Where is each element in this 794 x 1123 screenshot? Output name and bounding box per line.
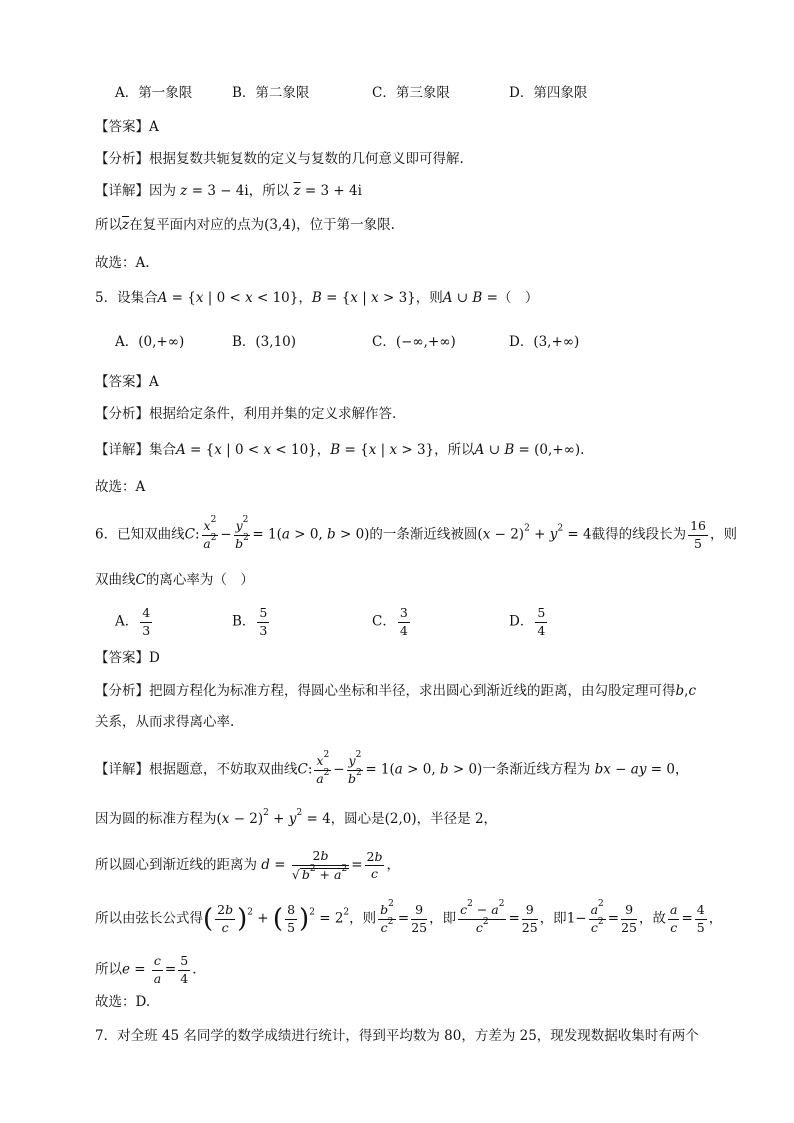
q6-analysis-1: 【分析】把圆方程化为标准方程，得圆心坐标和半径，求出圆心到渐近线的距离，由勾股定理可得b,c xyxy=(95,683,697,699)
q6-detail-5: 所以e = $\frac{c}{a}$ = $\frac{5}{4}$ . xyxy=(95,953,197,986)
q4-conclusion: 所以$\overline{z}$在复平面内对应的点为(3,4)，位于第一象限. xyxy=(95,217,395,233)
option-d: D．第四象限 xyxy=(509,85,588,101)
q5-option-d: D．(3,+∞) xyxy=(509,334,580,350)
q6-option-a: A． $\frac{4}{3}$ xyxy=(115,605,151,638)
q5-stem: 5．设集合A = {x | 0 < x < 10}，B = {x | x > 3}，则A ∪ B =（ ） xyxy=(95,290,539,306)
q4-analysis: 【分析】根据复数共轭复数的定义与复数的几何意义即可得解. xyxy=(95,151,464,167)
q6-option-d: D． $\frac{5}{4}$ xyxy=(509,605,546,638)
q6-option-b: B． $\frac{5}{3}$ xyxy=(232,605,268,638)
q6-stem-line2: 双曲线C的离心率为（ ） xyxy=(95,572,254,588)
q6-option-c: C． $\frac{3}{4}$ xyxy=(372,605,408,638)
q5-option-c: C．(−∞,+∞) xyxy=(372,334,456,350)
q5-answer: 【答案】A xyxy=(95,374,159,390)
q6-detail-1: 【详解】根据题意，不妨取双曲线C: $\frac{x^2}{a^2}$ − $\frac{y^2}{b^2}$ = 1(a > 0, b > 0)一条渐近线方程为 bx − ay = 0， xyxy=(95,750,689,786)
q5-option-b: B．(3,10) xyxy=(232,334,297,350)
q4-choose: 故选：A. xyxy=(95,255,150,271)
option-a: A．第一象限 xyxy=(115,85,193,101)
option-b: B．第二象限 xyxy=(232,85,310,101)
q5-analysis: 【分析】根据给定条件，利用并集的定义求解作答. xyxy=(95,406,397,422)
q6-analysis-2: 关系，从而求得离心率. xyxy=(95,714,235,730)
q5-option-a: A．(0,+∞) xyxy=(115,334,185,350)
q6-stem: 6．已知双曲线C: $\frac{x^2}{a^2}$ − $\frac{y^2}{b^2}$ = 1(a > 0, b > 0)的一条渐近线被圆$(x - 2)^2 + y^2 = 4$截得的线段长为 $\frac{16}{5}$ ，则 xyxy=(95,515,737,551)
option-c: C．第三象限 xyxy=(372,85,450,101)
q6-detail-4: 所以由弦长公式得( $\frac{2b}{c}$ )$^2$ + ( $\frac{8}{5}$ )$^2 = 2^2$，则 $\frac{b^2}{c^2}$ = $\frac{9}{25}$ ，即 $\frac{c^2 - a^2}{c^2}$ = $\frac{9}{25}$ ，即1− $\frac{a^2}{c^2}$ = $\frac{9}{25}$ ，故 $\frac{a}{c}$ = $\frac{4}{5}$ ， xyxy=(95,899,723,935)
q4-answer: 【答案】A xyxy=(95,119,159,135)
q4-detail: 【详解】因为 z = 3 − 4i，所以 $\overline{z} = 3 + 4i$ xyxy=(95,183,362,199)
q7-stem: 7．对全班 45 名同学的数学成绩进行统计，得到平均数为 80，方差为 25，现发现数据收集时有两个 xyxy=(95,1028,699,1044)
q5-choose: 故选：A xyxy=(95,479,146,495)
q5-detail: 【详解】集合A = {x | 0 < x < 10}，B = {x | x > 3}，所以A ∪ B = (0,+∞). xyxy=(95,442,585,458)
q6-detail-2: 因为圆的标准方程为$(x - 2)^2 + y^2 = 4$，圆心是(2,0)，半径是 2， xyxy=(95,808,498,827)
q6-detail-3: 所以圆心到渐近线的距离为 d = $\frac{2b}{√ b^2 + a^2}$ = $\frac{2b}{c}$ ， xyxy=(95,848,400,882)
q6-answer: 【答案】D xyxy=(95,650,160,666)
q6-choose: 故选：D. xyxy=(95,994,151,1010)
